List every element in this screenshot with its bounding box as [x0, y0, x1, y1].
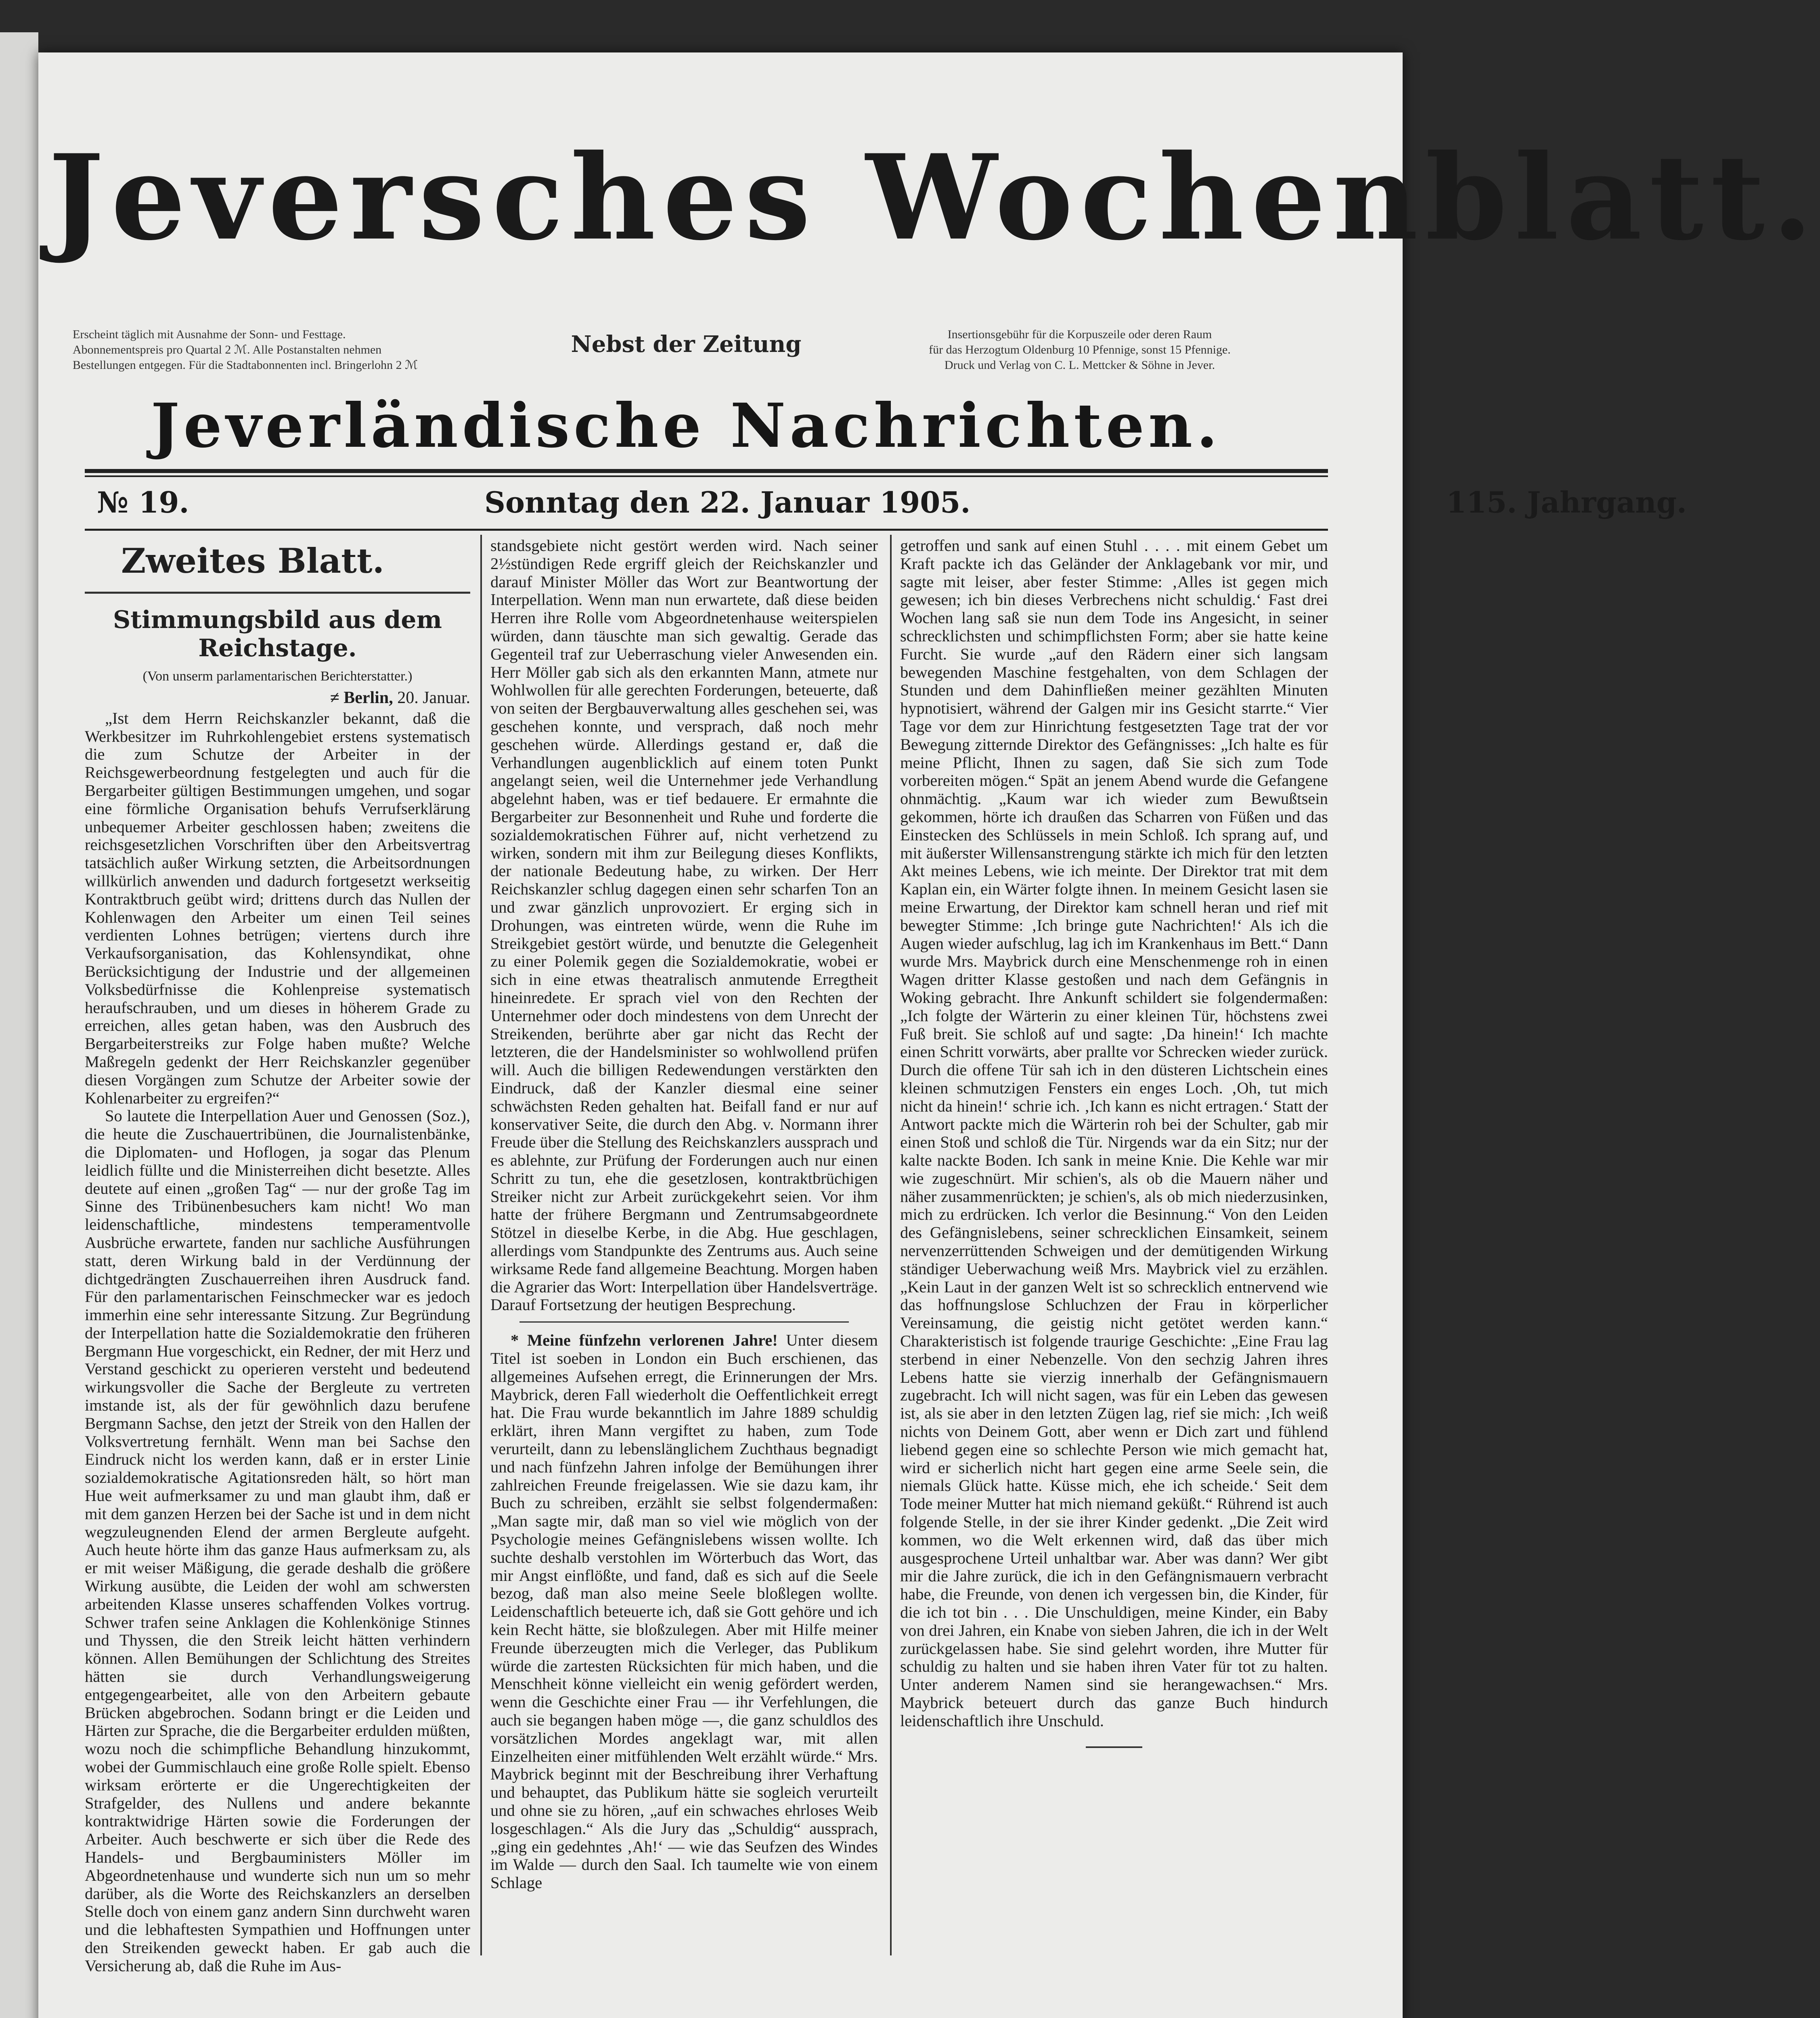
header-rule: [85, 469, 1328, 473]
article-place: ≠ Berlin,: [330, 689, 393, 707]
info-line: Druck und Verlag von C. L. Mettcker & Söhne in Jever.: [944, 358, 1215, 372]
header-rule-thin: [85, 475, 1328, 477]
article-separator: [519, 1321, 849, 1323]
paragraph: getroffen und sank auf einen Stuhl . . . . mit einem Gebet um Kraft packte ich das Geländer der Anklagebank vor mir, und sagte mit leiser, aber fester Stimme: ‚Alles ist gegen mich gewesen; ich bin dieses Verbrechens nicht schuldig.‘ Fast drei Wochen lang saß sie nun dem Tode ins Angesicht, in seiner schrecklichsten und schimpflichsten Form; aber sie hatte keine Furcht. Sie wurde „auf den Rädern einer sich langsam bewegenden Maschine festgehalten, von dem Schlagen der Stunden und dem Dahinfließen meiner gezählten Minuten hypnotisiert, während der Galgen mir ins Gesicht starrte.“ Vier Tage vor dem zur Hinrichtung festgesetzten Tage trat der vor Bewegung zitternde Direktor des Gefängnisses: „Ich halte es für meine Pflicht, Ihnen zu sagen, daß Sie sich zum Tode vorbereiten mögen.“ Spät an jenem Abend wurde die Gefangene ohnmächtig. „Kaum war ich wieder zum Bewußtsein gekommen, hörte ich draußen das Scharren von Füßen und das Einstecken des Schlüssels in mein Schloß. Ich sprang auf, und mit äußerster Willensanstrengung stärkte ich mich für den letzten Akt meines Lebens, wie ich meinte. Der Direktor trat mit dem Kaplan ein, ein Wärter folgte ihnen. In meinem Gesicht lasen sie meine Erwartung, der Direktor kam schnell heran und rief mit bewegter Stimme: ‚Ich bringe gute Nachrichten!‘ Als ich die Augen wieder aufschlug, lag ich im Krankenhaus im Bett.“ Dann wurde Mrs. Maybrick durch eine Menschenmenge roh in einen Wagen dritter Klasse gestoßen und nach dem Gefängnis in Woking gebracht. Ihre Ankunft schildert sie folgendermaßen: „Ich folgte der Wärterin zu einer kleinen Tür, höchstens zwei Fuß breit. Sie schloß auf und sagte: ‚Da hinein!‘ Ich machte einen Schritt vorwärts, aber prallte vor Schrecken wieder zurück. Durch die offene Tür sah ich in den düsteren Lichtschein eines kleinen schmutzigen Fensters ein enges Loch. ‚Oh, tut mich nicht da hinein!‘ schrie ich. ‚Ich kann es nicht ertragen.‘ Statt der Antwort packte mich die Wärterin roh bei der Schulter, gab mir einen Stoß und schloß die Tür. Nirgends war da ein Sitz; nur der kalte nackte Boden. Ich sank in meine Knie. Die Kehle war mir wie zugeschnürt. Mir schien's, als ob die Mauern näher und näher zusammenrückten; je schien's, als ob mich niederzusinken, mich zu erdrücken. Ich verlor die Besinnung.“ Von den Leiden des Gefängnislebens, seiner schrecklichen Einsamkeit, seinem nervenzerrüttenden Schweigen und der demütigenden Wirkung ständiger Ueberwachung weiß Mrs. Maybrick viel zu erzählen. „Kein Laut in der ganzen Welt ist so schrecklich entnervend wie das hoffnungslose Schluchzen der Frau in körperlicher Vereinsamung, die geistig nicht getötet werden kann.“ Charakteristisch ist folgende traurige Geschichte: „Eine Frau lag sterbend in einer Nebenzelle. Von den sechzig Jahren ihres Lebens hatte sie vierzig innerhalb der Gefängnismauern zugebracht. Ich will nicht sagen, was für ein Leben das gewesen ist, als sie aber in den letzten Zügen lag, rief sie mich: ‚Ich weiß nichts von Deinem Gott, aber wenn er Dich zart und fühlend liebend gegen eine so schlechte Person wie mich gemacht hat, wird er sicherlich nicht hart gegen eine arme Seele sein, die niemals Glück hatte. Küsse mich, ehe ich scheide.‘ Seit dem Tode meiner Mutter hat mich niemand geküßt.“ Rührend ist auch folgende Stelle, in der sie ihrer Kinder gedenkt. „Die Zeit wird kommen, wo die Welt erkennen wird, daß das über mich ausgesprochene Urteil unhaltbar war. Aber was dann? Wer gibt mir die Jahre zurück, die ich in den Gefängnismauern verbracht habe, die Freunde, von denen ich vergessen bin, die Kinder, für die ich tot bin . . . Die Unschuldigen, meine Kinder, ein Baby von drei Jahren, ein Knabe von sieben Jahren, die ich in der Welt zurückgelassen habe. Sie sind gelehrt worden, ihre Mutter für schuldig zu halten und sie haben ihren Vater für tot zu halten. Unter anderem Namen sind sie herangewachsen.“ Mrs. Maybrick beteuert durch das ganze Buch hindurch leidenschaftlich ihre Unschuld.: [900, 536, 1328, 1730]
paragraph: So lautete die Interpellation Auer und Genossen (Soz.), die heute die Zuschauertribünen, die Journalistenbänke, die Diplomaten- und Hoflogen, ja sogar das Plenum leidlich füllte und die Ministerreihen dicht besetzte. Alles deutete auf einen „großen Tag“ — nur der große Tag im Sinne des Tribünenbesuchers kam nicht! Wo man leidenschaftliche, mindestens temperamentvolle Ausbrüche erwartete, fanden nur sachliche Ausführungen statt, deren Wirkung bald in der Verdünnung der dichtgedrängten Zuschauerreihen ihren Ausdruck fand. Für den parlamentarischen Feinschmecker war es jedoch immerhin eine sehr interessante Sitzung. Zur Begründung der Interpellation hatte die Sozialdemokratie den früheren Bergmann Hue vorgeschickt, ein Redner, der mit Herz und Verstand geschickt zu operieren versteht und bedeutend wirkungsvoller die Sache der Bergleute zu vertreten imstande ist, als der für gewöhnlich dazu berufene Bergmann Sachse, den jetzt der Streik von den Hallen der Volksvertretung fernhält. Wenn man bei Sachse den Eindruck nicht los werden kann, daß er in erster Linie sozialdemokratische Agitationsreden hält, so hört man Hue weit aufmerksamer zu und man glaubt ihm, daß er mit dem ganzen Herzen bei der Sache ist und in dem nicht wegzuleugnenden Elend der armen Bergleute aufgeht. Auch heute hörte ihm das ganze Haus aufmerksam zu, als er mit weiser Mäßigung, die gerade deshalb die größere Wirkung ausübte, die Leiden der wohl am schwersten arbeitenden Klasse unseres schaffenden Volkes vortrug. Schwer trafen seine Anklagen die Kohlenkönige Stinnes und Thyssen, die den Streik leicht hätten verhindern können. Allen Bemühungen der Schlichtung des Streites hätten sie durch Verhandlungsweigerung entgegengearbeitet, alle von den Arbeitern gebaute Brücken abgebrochen. Sodann bringt er die Leiden und Härten zur Sprache, die die Bergarbeiter erdulden müßten, wozu noch die schimpfliche Behandlung hinzukommt, wobei der Gummischlauch eine große Rolle spielt. Ebenso wirksam erörterte er die Ungerechtigkeiten der Strafgelder, des Nullens und andere bekannte kontraktwidrige Härten sowie die Forderungen der Arbeiter. Auch beschwerte er sich über die Rede des Handels- und Bergbauministers Möller im Abgeordnetenhause und wunderte sich nun um so mehr darüber, als die Worte des Reichskanzlers an derselben Stelle doch von einem ganz andern Sinn durchweht waren und die lebhaftesten Sympathien und Hoffnungen unter den Streikenden geweckt haben. Er gab auch die Versicherung ab, daß die Ruhe im Aus-: [85, 1107, 470, 1975]
column-divider: [890, 535, 892, 1955]
section-heading: Zweites Blatt.: [121, 541, 384, 581]
column-1: [85, 537, 470, 1975]
paragraph: standsgebiete nicht gestört werden wird. Nach seiner 2½stündigen Rede ergriff gleich der Reichskanzler und darauf Minister Möller das Wort zur Beantwortung der Interpellation. Wenn man nun erwartete, daß diese beiden Herren ihre Rolle vom Abgeordnetenhause weiterspielen würden, dann täuschte man sich gewaltig. Gerade das Gegenteil traf zur Ueberraschung vieler Anwesenden ein. Herr Möller gab sich als den erkannten Mann, atmete nur Wohlwollen für alle gerechten Forderungen, beteuerte, daß von seiten der Bergbauverwaltung alles geschehen sei, was geschehen konnte, und versprach, daß noch mehr geschehen würde. Allerdings gestand er, daß die Verhandlungen augenblicklich auf einem toten Punkt angelangt seien, weil die Unternehmer jede Verhandlung abgelehnt haben, was er tief bedauere. Er ermahnte die Bergarbeiter zur Besonnenheit und Ruhe und forderte die sozialdemokratischen Führer auf, nicht verhetzend zu wirken, sondern mit ihm zur Beilegung dieses Konflikts, der nationale Bedeutung habe, zu wirken. Der Herr Reichskanzler schlug dagegen einen sehr scharfen Ton an und zwar gänzlich unprovoziert. Er erging sich in Drohungen, was eintreten würde, wenn die Ruhe im Streikgebiet gestört würde, und benutzte die Gelegenheit zu einer Polemik gegen die Sozialdemokratie, wobei er sich in eine etwas theatralisch anmutende Erregtheit hineinredete. Er sprach viel von den Rechten der Unternehmer oder doch mindestens von dem Unrecht der Streikenden, berührte aber gar nicht das Recht der letzteren, die der Handelsminister so wohlwollend prüfen will. Auch die billigen Redewendungen verstärkten den Eindruck, daß der Kanzler diesmal eine seiner schwächsten Reden gehalten hat. Beifall fand er nur auf konservativer Seite, die durch den Abg. v. Normann ihrer Freude über die Stellung des Reichskanzlers aussprach und es ablehnte, zur Prüfung der Forderungen auch nur einen Schritt zu tun, ehe die gesetzlosen, kontraktbrüchigen Streiker nicht zur Arbeit zurückgekehrt seien. Vor ihm hatte der frühere Bergmann und Zentrumsabgeordnete Stötzel in dieselbe Kerbe, in die Abg. Hue geschlagen, allerdings vom Standpunkte des Zentrums aus. Auch seine wirksame Rede fand allgemeine Beachtung. Morgen haben die Agrarier das Wort: Interpellation über Handelsverträge. Darauf Fortsetzung der heutigen Besprechung.: [490, 536, 878, 1314]
insertion-info: [848, 327, 1312, 375]
info-line: Insertionsgebühr für die Korpuszeile oder deren Raum: [947, 328, 1212, 341]
dateline-rule: [85, 529, 1328, 531]
article-date: 20. Januar.: [393, 689, 470, 707]
article-title: Stimmungsbild aus dem Reichstage.: [113, 606, 442, 662]
article-dateline: [85, 689, 470, 707]
paragraph: „Ist dem Herrn Reichskanzler bekannt, daß die Werkbesitzer im Ruhrkohlengebiet erstens systematisch die zum Schutze der Arbeiter in der Reichsgewerbeordnung festgelegten und auch für die Bergarbeiter gültigen Bestimmungen umgehen, und sogar eine förmliche Organisation behufs Verrufserklärung unbequemer Arbeiter geschlossen haben; zweitens die reichsgesetzlichen Vorschriften über den Arbeitsvertrag tatsächlich außer Wirkung setzten, die Arbeitsordnungen willkürlich anwenden und dadurch fortgesetzt werkseitig Kontraktbruch geübt wird; drittens durch das Nullen der Kohlenwagen den Arbeiter um einen Teil seines verdienten Lohnes betrügen; viertens durch ihre Verkaufsorganisation, das Kohlensyndikat, ohne Berücksichtigung der Industrie und der allgemeinen Volksbedürfnisse die Kohlenpreise systematisch heraufschrauben, und um dieses in höherem Grade zu erreichen, alles getan haben, was den Ausbruch des Bergarbeiterstreiks zur Folge haben mußte? Welche Maßregeln gedenkt der Herr Reichskanzler gegenüber diesen Vorgängen zum Schutze der Arbeiter sowie der Kohlenarbeiter zu ergreifen?“: [85, 709, 470, 1107]
nebst-der-zeitung: Nebst der Zeitung: [571, 331, 802, 358]
subtitle: Jeverländische Nachrichten.: [151, 390, 1222, 461]
notice-text: Unter diesem Titel ist soeben in London ein Buch erschienen, das allgemeines Aufsehen erregt, die Erinnerungen der Mrs. Maybrick, deren Fall wiederholt die Oeffentlichkeit erregt hat. Die Frau wurde bekanntlich im Jahre 1889 schuldig erklärt, ihren Mann vergiftet zu haben, zum Tode verurteilt, dann zu lebenslänglichem Zuchthaus begnadigt und nach fünfzehn Jahren infolge der Bemühungen ihrer zahlreichen Freunde freigelassen. Wie sie dazu kam, ihr Buch zu schreiben, erzählt sie selbst folgendermaßen: „Man sagte mir, daß man so viel wie möglich von der Psychologie meines Gefängnislebens wissen wollte. Ich suchte deshalb verstohlen im Wörterbuch das Wort, das mir Angst einflößte, und fand, daß es sich auf die Seele bezog, daß man also meine Seele bloßlegen wollte. Leidenschaftlich beteuerte ich, daß sie Gott gehöre und ich kein Recht hätte, sie bloßzulegen. Aber mit Hilfe meiner Freunde überzeugten mich die Verleger, das Publikum würde die zartesten Rücksichten für mich haben, und die Menschheit könne vielleicht ein wenig gefördert werden, wenn die Geschichte einer Frau — ihr Verfehlungen, die auch sie begangen haben möge —, die ganz schuldlos des vorsätzlichen Mordes angeklagt war, mit allen Einzelheiten einer mitfühlenden Welt erzählt würde.“ Mrs. Maybrick beginnt mit der Beschreibung ihrer Verhaftung und behauptet, das Publikum hätte sie sogleich verurteilt und ohne sie zu hören, „auf ein schwaches ehrloses Weib losgeschlagen.“ Als die Jury das „Schuldig“ aussprach, „ging ein gedehntes ‚Ah!‘ — wie das Seufzen des Windes im Walde — durch den Saal. Ich taumelte wie von einem Schlage: [490, 1331, 878, 1892]
subscription-info: [73, 327, 505, 375]
column-2: [490, 537, 878, 1949]
column-divider: [480, 535, 482, 1955]
issue-date: Sonntag den 22. Januar 1905.: [484, 485, 971, 519]
notice-paragraph: [490, 1331, 878, 1892]
info-line: Bestellungen entgegen. Für die Stadtabonnenten incl. Bringerlohn 2 ℳ: [73, 358, 418, 372]
adjacent-page-edge: [0, 32, 38, 2018]
notice-title: * Meine fünfzehn verlorenen Jahre!: [511, 1331, 778, 1350]
info-line: Erscheint täglich mit Ausnahme der Sonn- und Festtage.: [73, 328, 346, 341]
column-3: [900, 537, 1328, 1949]
article-byline: (Von unserm parlamentarischen Berichterstatter.): [142, 669, 413, 684]
masthead-title: Jeversches Wochenblatt.: [48, 129, 1820, 266]
section-rule: [85, 592, 470, 594]
info-line: Abonnementspreis pro Quartal 2 ℳ. Alle Postanstalten nehmen: [73, 343, 382, 356]
issue-number: № 19.: [97, 485, 189, 519]
end-rule: [1086, 1746, 1142, 1748]
info-line: für das Herzogtum Oldenburg 10 Pfennige, sonst 15 Pfennige.: [929, 343, 1231, 356]
volume-year: 115. Jahrgang.: [1446, 485, 1687, 519]
